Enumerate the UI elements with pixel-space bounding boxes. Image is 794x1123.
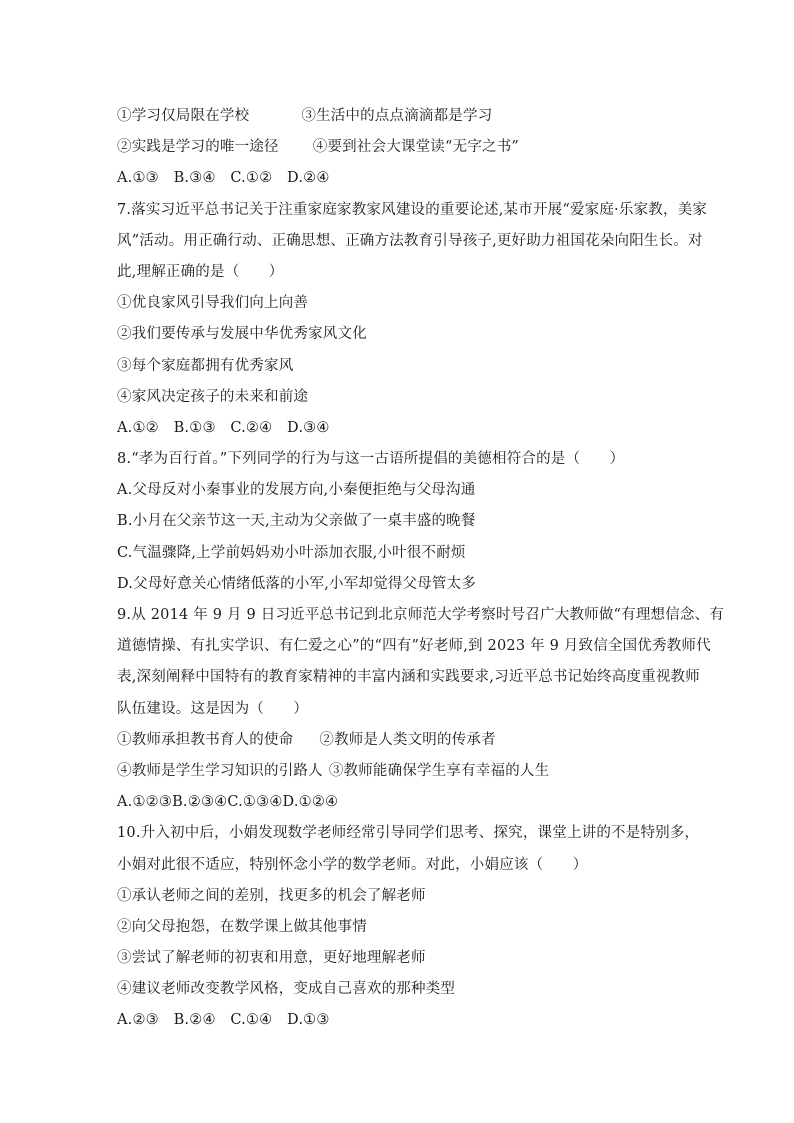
option-text: ②教师是人类文明的传承者 [319,731,496,748]
text-line: 9.从 2014 年 9 月 9 日习近平总书记到北京师范大学考察时号召广大教师做“有理想信念、有 [117,607,725,623]
option-pair-line [117,725,682,756]
text-line: ③尝试了解老师的初衷和用意，更好地理解老师 [117,950,426,967]
text-line: B.小月在父亲节这一天,主动为父亲做了一桌丰盛的晚餐 [117,513,476,530]
text-line: A.②③ B.②④ C.①④ D.①③ [117,1012,330,1029]
text-line: ①优良家风引导我们向上向善 [117,295,309,312]
text-line: D.父母好意关心情绪低落的小军,小军却觉得父母管太多 [117,575,477,592]
option-text: ④教师是学生学习知识的引路人 [117,762,323,779]
option-text: ③生活中的点点滴滴都是学习 [301,108,493,124]
text-line: ②向父母抱怨，在数学课上做其他事情 [117,918,367,935]
option-pair-line [117,132,682,163]
text-line: ④家风决定孩子的未来和前途 [117,388,309,405]
text-line: 队伍建设。这是因为（ ） [117,700,309,717]
text-line: 道德情操、有扎实学识、有仁爱之心”的“四有”好老师,到 2023 年 9 月致信全国优秀教师代 [117,638,711,655]
option-pair-line [117,101,682,132]
text-line: ②我们要传承与发展中华优秀家风文化 [117,326,367,343]
option-text: ③教师能确保学生享有幸福的人生 [328,762,550,779]
text-line: 8.“孝为百行首。”下列同学的行为与这一古语所提倡的美德相符合的是（ ） [117,451,625,468]
text-line: 此,理解正确的是（ ） [117,263,284,280]
text-line: A.①② B.①③ C.②④ D.③④ [117,419,330,436]
text-line: ④建议老师改变教学风格，变成自己喜欢的那种类型 [117,981,456,998]
text-line: ③每个家庭都拥有优秀家风 [117,357,294,374]
text-line: A.父母反对小秦事业的发展方向,小秦便拒绝与父母沟通 [117,482,476,499]
option-text: ①教师承担教书育人的使命 [117,731,294,748]
text-line: 小娟对此很不适应，特别怀念小学的数学老师。对此，小娟应该（ ） [117,856,588,873]
text-line: 7.落实习近平总书记关于注重家庭家教家风建设的重要论述,某市开展“爱家庭·乐家教，美家 [117,201,708,218]
text-line: A.①②③B.②③④C.①③④D.①②④ [117,794,339,811]
option-text: ④要到社会大课堂读“无字之书” [312,139,520,156]
text-line: A.①③ B.③④ C.①② D.②④ [117,170,330,187]
option-pair-line [117,756,682,787]
text-line: 风”活动。用正确行动、正确思想、正确方法教育引导孩子,更好助力祖国花朵向阳生长。对 [117,232,703,249]
text-line: C.气温骤降,上学前妈妈劝小叶添加衣服,小叶很不耐烦 [117,544,466,561]
option-text: ②实践是学习的唯一途径 [117,139,279,156]
text-line: 10.升入初中后，小娟发现数学老师经常引导同学们思考、探究，课堂上讲的不是特别多， [117,825,700,842]
text-line: 表,深刻阐释中国特有的教育家精神的丰富内涵和实践要求,习近平总书记始终高度重视教师 [117,669,700,686]
option-text: ①学习仅局限在学校 [117,108,250,124]
text-line: ①承认老师之间的差别，找更多的机会了解老师 [117,887,426,904]
document-body [117,101,725,1037]
